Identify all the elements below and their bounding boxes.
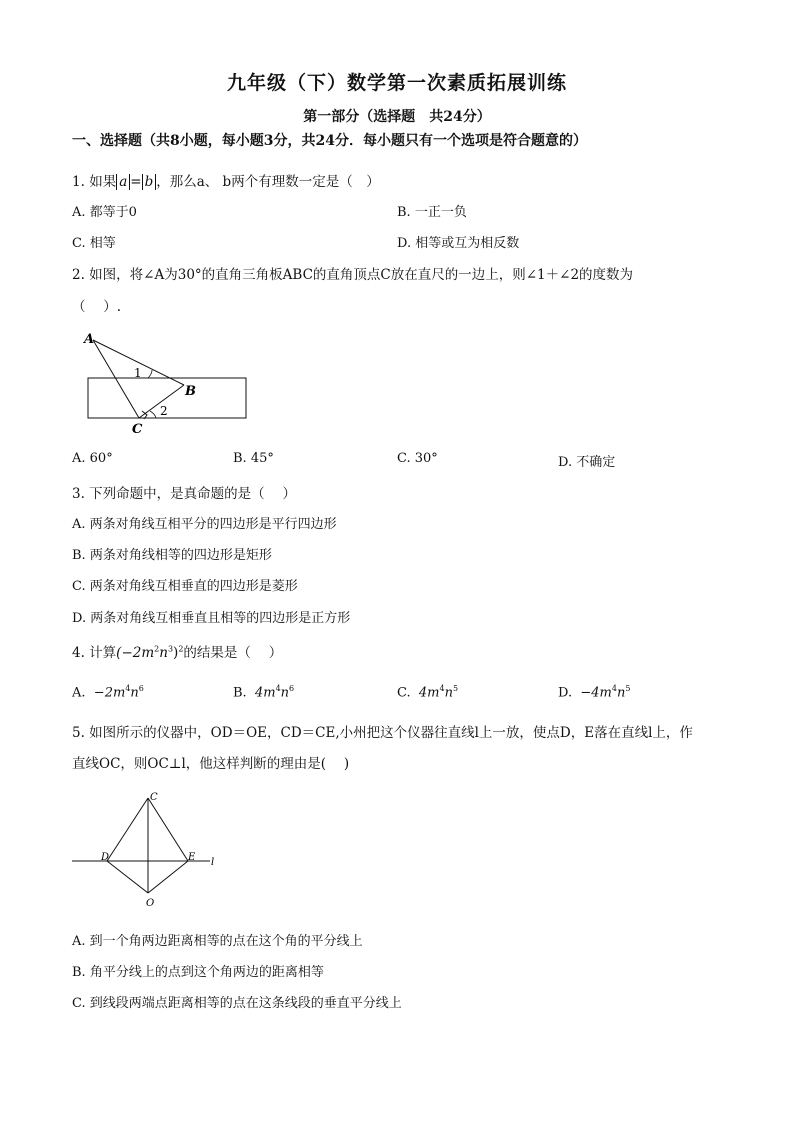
q2-option-b: B. 45° xyxy=(233,451,274,466)
q5-option-c: C. 到线段两端点距离相等的点在这条线段的垂直平分线上 xyxy=(72,996,402,1011)
q1-option-a: A. 都等于0 xyxy=(72,205,137,220)
question-2-stem-line2: （ ）. xyxy=(72,299,122,315)
segment-oe xyxy=(148,861,188,893)
q1-number: 1. xyxy=(72,174,85,190)
q4-expr: (−2m xyxy=(116,645,155,661)
q3-option-c: C. 两条对角线互相垂直的四边形是菱形 xyxy=(72,579,298,594)
q3-option-d: D. 两条对角线互相垂直且相等的四边形是正方形 xyxy=(72,611,351,626)
q4-option-c: C. $4m^4n^5$ xyxy=(397,684,459,701)
q2-option-c: C. 30° xyxy=(397,451,438,466)
q4-outer-exp: 2 xyxy=(178,644,184,654)
q4-option-a: A. $-2m^4n^6$ xyxy=(72,684,144,701)
question-5-stem-line2: 直线OC，则OC⊥l，他这样判断的理由是( ) xyxy=(72,756,350,772)
q5-option-a: A. 到一个角两边距离相等的点在这个角的平分线上 xyxy=(72,934,363,949)
segment-ce xyxy=(148,798,188,861)
label-e: E xyxy=(188,852,196,863)
q3-option-a: A. 两条对角线互相平分的四边形是平行四边形 xyxy=(72,517,337,532)
q3-option-b: B. 两条对角线相等的四边形是矩形 xyxy=(72,548,272,563)
q4-exp-2: 3 xyxy=(167,644,174,654)
question-3-stem: 3. 下列命题中，是真命题的是（ ） xyxy=(72,486,296,502)
question-4-stem xyxy=(72,641,282,661)
question-2-stem: 2. 如图，将∠A为30°的直角三角板ABC的直角顶点C放在直尺的一边上，则∠1＋∠2的度数为 xyxy=(72,267,634,283)
angle-2-arc xyxy=(150,411,156,418)
q2-option-a: A. 60° xyxy=(72,451,113,466)
angle-1-arc xyxy=(148,370,152,378)
q1-before: 如果 xyxy=(89,174,117,190)
q5-option-b: B. 角平分线上的点到这个角两边的距离相等 xyxy=(72,965,324,980)
part-subtitle: 第一部分（选择题 共24分） xyxy=(303,109,491,125)
q1-option-d: D. 相等或互为相反数 xyxy=(397,236,520,251)
label-c: C xyxy=(150,792,158,803)
q4-option-b: B. $4m^4n^6$ xyxy=(233,684,295,701)
question-1-stem xyxy=(72,170,380,190)
q4-mid: n xyxy=(159,645,168,661)
triangle-ruler-figure xyxy=(80,325,255,440)
q1-eq: = xyxy=(130,174,142,190)
label-l: l xyxy=(211,857,215,868)
label-c: C xyxy=(132,422,143,437)
label-angle-2: 2 xyxy=(160,404,168,418)
segment-cd xyxy=(107,798,148,861)
question-5-stem: 5. 如图所示的仪器中，OD＝OE，CD＝CE,小州把这个仪器往直线l上一放，使点D，E落在直线l上，作 xyxy=(72,725,693,741)
section-heading: 一、选择题（共8小题，每小题3分，共24分．每小题只有一个选项是符合题意的） xyxy=(72,133,587,149)
segment-od xyxy=(107,861,148,893)
label-b: B xyxy=(185,384,196,399)
q4-after: 的结果是（ ） xyxy=(183,645,283,661)
q4-before: 4. 计算 xyxy=(72,645,117,661)
q4-exp-1: 2 xyxy=(154,644,160,654)
label-angle-1: 1 xyxy=(134,366,142,380)
q1-option-c: C. 相等 xyxy=(72,236,116,251)
q4-option-d: D. $-4m^4n^5$ xyxy=(558,684,631,701)
q1-abs-a: a xyxy=(116,174,130,190)
q1-after: ，那么a、 b两个有理数一定是（ ） xyxy=(156,174,380,190)
q1-abs-b: b xyxy=(142,174,157,190)
q2-option-d: D. 不确定 xyxy=(558,455,616,470)
q4-close: ) xyxy=(173,645,179,661)
q1-option-b: B. 一正一负 xyxy=(397,205,467,220)
label-o: O xyxy=(146,898,155,909)
instrument-figure xyxy=(66,785,226,915)
label-d: D xyxy=(101,852,110,863)
label-a: A xyxy=(84,332,95,347)
page-title: 九年级（下）数学第一次素质拓展训练 xyxy=(226,72,567,94)
